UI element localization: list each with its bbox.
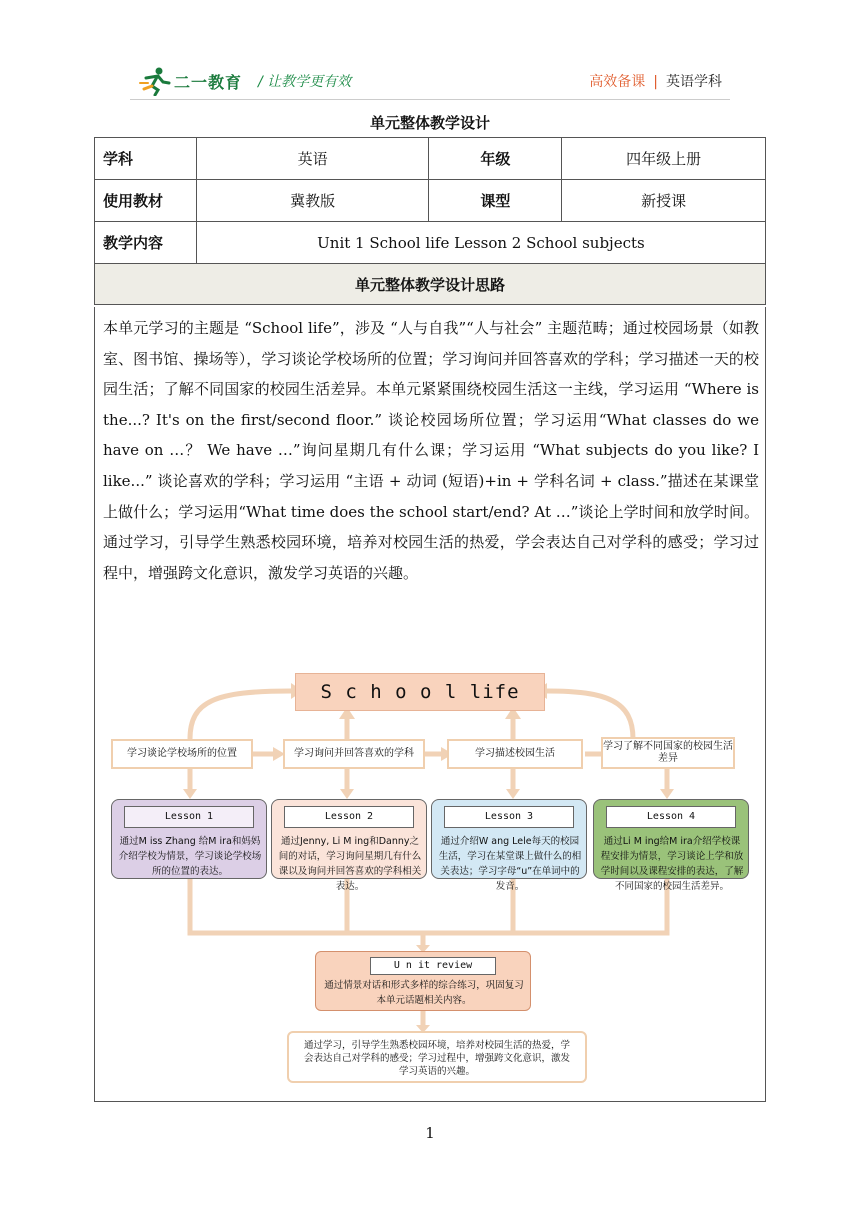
info-table [94,137,766,305]
grade-label: 年级 [429,138,562,180]
lesson-3-label: Lesson 3 [444,806,574,828]
slogan: / 让教学更有效 [258,74,352,90]
unit-diagram [95,661,767,1091]
goal-3: 学习描述校园生活 [447,739,583,769]
type-label: 课型 [429,180,562,222]
summary-card: 通过学习，引导学生熟悉校园环境，培养对校园生活的热爱，学会表达自己对学科的感受；学习过程中，增强跨文化意识，激发学习英语的兴趣。 [287,1031,587,1083]
content-value: Unit 1 School life Lesson 2 School subjects [196,222,765,264]
lesson-1-text: 通过M iss Zhang 给M ira和妈妈介绍学校为情景，学习谈论学校场所的位置的表达。 [118,836,262,877]
table-row [95,138,766,180]
lesson-2-label: Lesson 2 [284,806,414,828]
rationale-paragraph: 本单元学习的主题是 “School life”，涉及 “人与自我”“人与社会” 主题范畴；通过校园场景（如教室、图书馆、操场等），学习谈论学校场所的位置；学习询问并回答喜欢的学科；学习描述一天的校园生活；了解不同国家的校园生活差异。本单元紧紧围绕校园生活这一主线，学习运用 “Where is the...? It's on the first/second floor.” 谈论校园场所位置；学习运用“What classes do we have on …？ We have …”询问星期几有什么课；学习运用 “What subjects do you like? I like...” 谈论喜欢的学科；学习运用 “主语 + 动词 (短语)+in + 学科名词 + class.”描述在某课堂上做什么；学习运用“What time does the school start/end? At …”谈论上学时间和放学时间。通过学习，引导学生熟悉校园环境，培养对校园生活的热爱，学会表达自己对学科的感受；学习过程中，增强跨文化意识，激发学习英语的兴趣。 [103,319,759,582]
type-value: 新授课 [562,180,766,222]
lesson-3-card [431,799,587,892]
header-tag-a: 高效备课 [589,74,646,90]
section-title: 单元整体教学设计思路 [95,264,766,305]
lesson-1-label: Lesson 1 [124,806,254,828]
design-rationale-box [94,307,766,1102]
diagram-title: S c h o o l life [295,673,545,711]
unit-review-text: 通过情景对话和形式多样的综合练习，巩固复习本单元话题相关内容。 [324,980,524,1006]
subject-value: 英语 [196,138,429,180]
lesson-2-text: 通过Jenny, Li M ing和Danny之间的对话，学习询问星期几有什么课以及询问并回答喜欢的学科相关表达。 [278,836,422,892]
goal-4: 学习了解不同国家的校园生活差异 [601,737,735,769]
table-row [95,264,766,305]
lesson-4-text: 通过Li M ing给M ira介绍学校课程安排为情景，学习谈论上学和放学时间以及课程安排的表达，了解不同国家的校园生活差异。 [600,836,744,892]
lesson-3-text: 通过介绍W ang Lele每天的校园生活，学习在某堂课上做什么的相关表达；学习字母“u”在单词中的发音。 [438,836,582,892]
header-separator: | [653,74,658,90]
lesson-4-label: Lesson 4 [606,806,736,828]
table-row [95,180,766,222]
goal-1: 学习谈论学校场所的位置 [111,739,253,769]
subject-label: 学科 [95,138,197,180]
runner-logo-icon [138,66,172,96]
content-label: 教学内容 [95,222,197,264]
table-row [95,222,766,264]
page-number: 1 [425,1124,435,1142]
lesson-4-card [593,799,749,892]
page-header [0,0,860,100]
goal-2: 学习询问并回答喜欢的学科 [283,739,425,769]
unit-review-label: U n it review [370,957,496,975]
lesson-1-card [111,799,267,879]
brand-name: 二一教育 [174,72,243,92]
header-divider [130,99,730,100]
textbook-value: 冀教版 [196,180,429,222]
lesson-2-card [271,799,427,892]
header-tag-b: 英语学科 [666,74,722,90]
textbook-label: 使用教材 [95,180,197,222]
unit-review-card [315,951,531,1011]
header-right [589,71,722,91]
grade-value: 四年级上册 [562,138,766,180]
logo [138,66,242,96]
document-title: 单元整体教学设计 [369,114,490,132]
